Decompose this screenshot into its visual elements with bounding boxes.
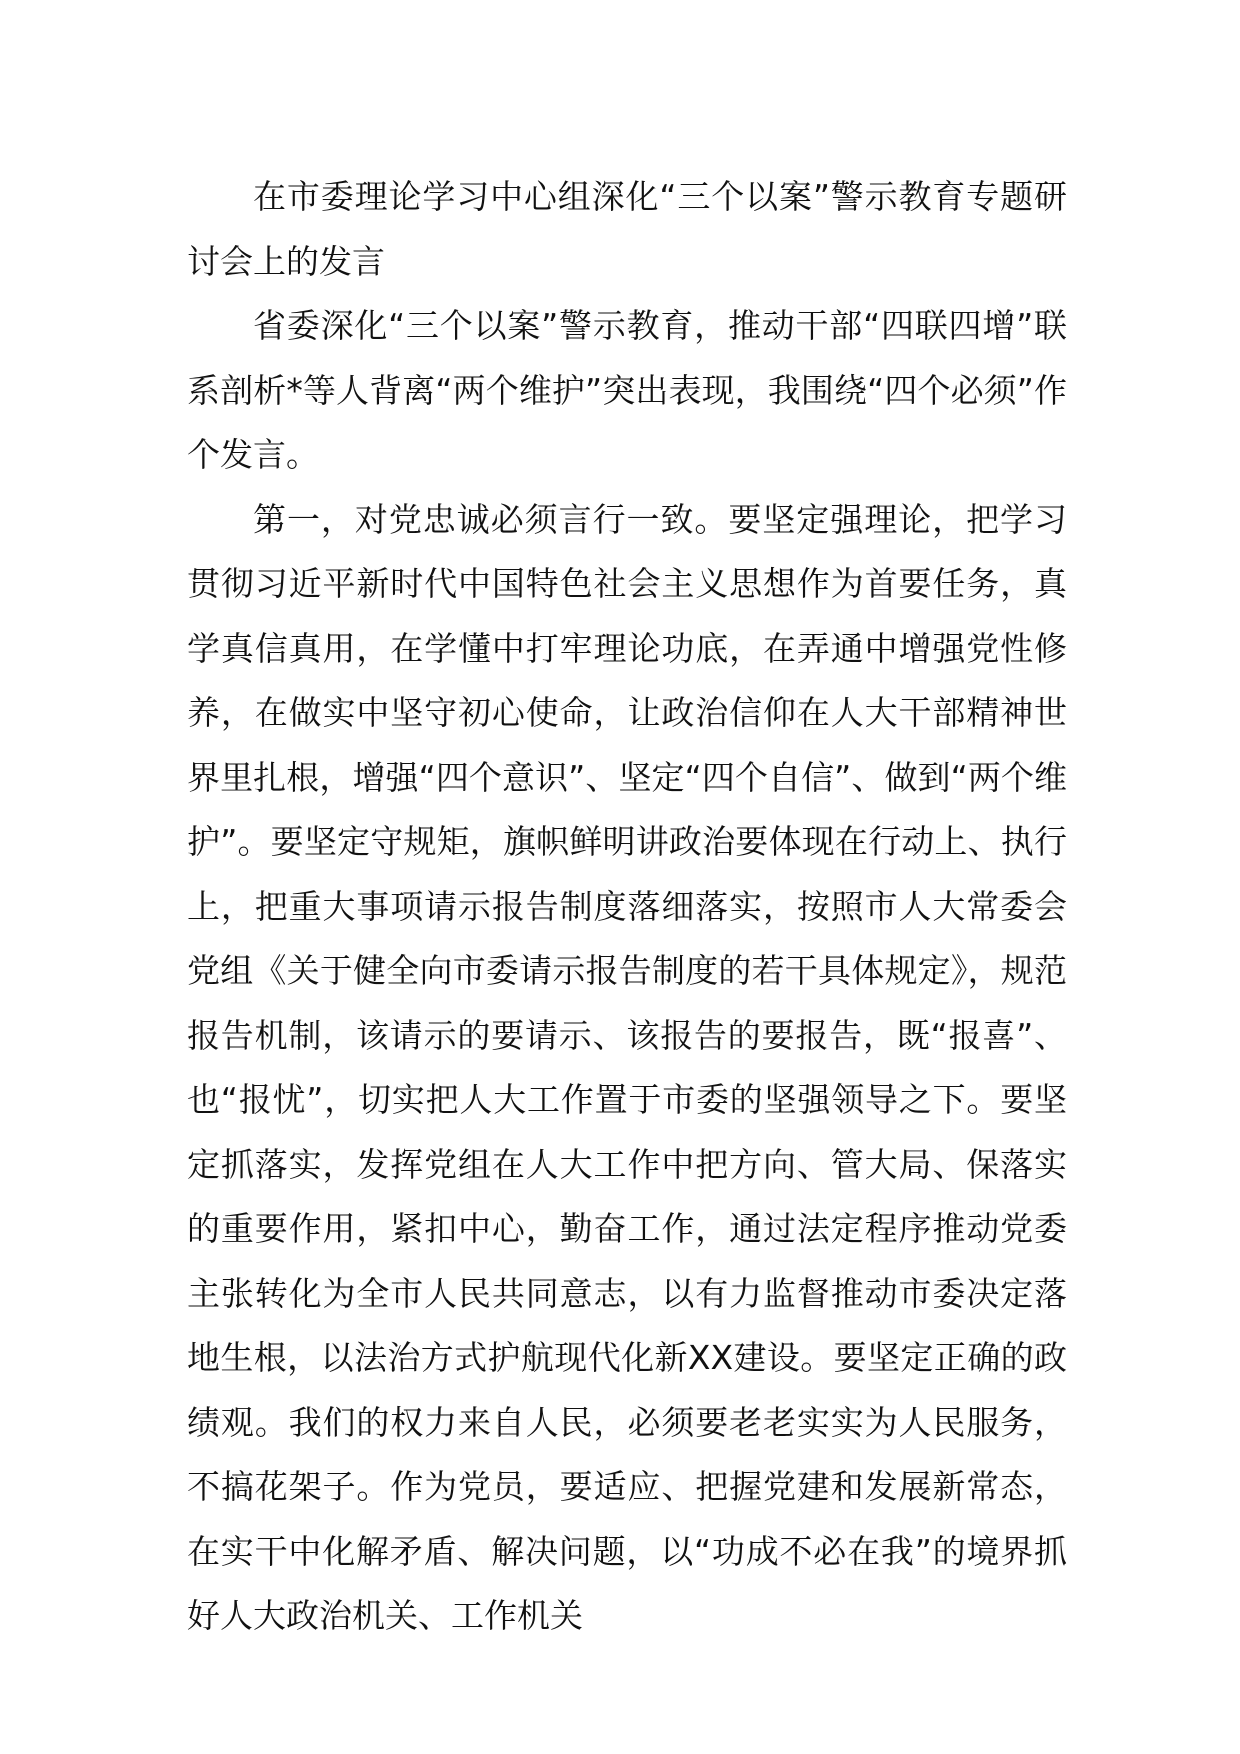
document-title: 在市委理论学习中心组深化“三个以案”警示教育专题研讨会上的发言 <box>187 177 1067 281</box>
document-body <box>187 165 1067 1649</box>
paragraph-first-point: 第一，对党忠诚必须言行一致。要坚定强理论，把学习贯彻习近平新时代中国特色社会主义思想作为首要任务，真学真信真用，在学懂中打牢理论功底，在弄通中增强党性修养，在做实中坚守初心使命，让政治信仰在人大干部精神世界里扎根，增强“四个意识”、坚定“四个自信”、做到“两个维护”。要坚定守规矩，旗帜鲜明讲政治要体现在行动上、执行上，把重大事项请示报告制度落细落实，按照市人大常委会党组《关于健全向市委请示报告制度的若干具体规定》，规范报告机制，该请示的要请示、该报告的要报告，既“报喜”、也“报忧”，切实把人大工作置于市委的坚强领导之下。要坚定抓落实，发挥党组在人大工作中把方向、管大局、保落实的重要作用，紧扣中心，勤奋工作，通过法定程序推动党委主张转化为全市人民共同意志，以有力监督推动市委决定落地生根，以法治方式护航现代化新XX建设。要坚定正确的政绩观。我们的权力来自人民，必须要老老实实为人民服务，不搞花架子。作为党员，要适应、把握党建和发展新常态，在实干中化解矛盾、解决问题，以“功成不必在我”的境界抓好人大政治机关、工作机关 <box>187 499 1067 1635</box>
paragraph-intro: 省委深化“三个以案”警示教育，推动干部“四联四增”联系剖析*等人背离“两个维护”突出表现，我围绕“四个必须”作个发言。 <box>187 306 1067 474</box>
